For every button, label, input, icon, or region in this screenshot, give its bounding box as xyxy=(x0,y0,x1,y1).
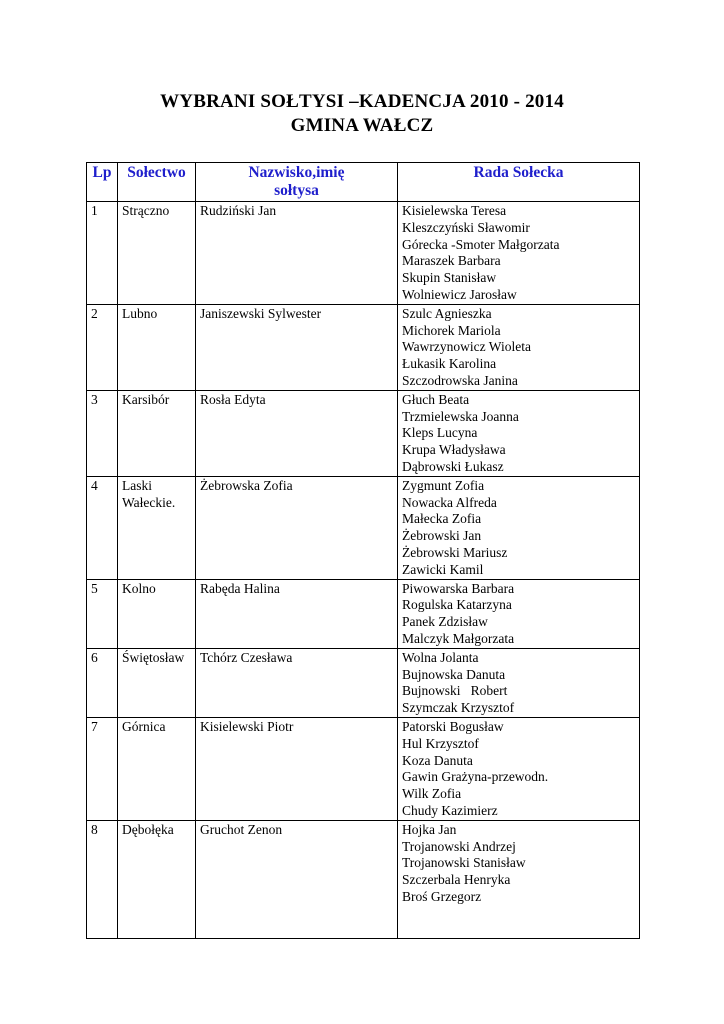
rada-member: Dąbrowski Łukasz xyxy=(402,458,504,474)
row-rada xyxy=(398,202,640,305)
table-row xyxy=(87,476,640,579)
row-soltys: Żebrowska Zofia xyxy=(196,476,398,579)
rada-member: Gawin Grażyna-przewodn. xyxy=(402,769,549,785)
header-nazwisko-line1: Nazwisko,imię xyxy=(248,164,345,181)
table-header-row xyxy=(87,163,640,202)
row-rada xyxy=(398,476,640,579)
rada-member: Zygmunt Zofia xyxy=(402,477,485,493)
rada-member: Górecka -Smoter Małgorzata xyxy=(402,236,560,252)
rada-member: Chudy Kazimierz xyxy=(402,802,498,818)
rada-member: Maraszek Barbara xyxy=(402,253,501,269)
table-body xyxy=(87,202,640,939)
row-lp: 1 xyxy=(87,202,118,305)
row-solectwo xyxy=(118,476,196,579)
rada-member: Hojka Jan xyxy=(402,821,457,837)
rada-member: Żebrowski Mariusz xyxy=(402,544,508,560)
row-soltys: Rosła Edyta xyxy=(196,390,398,476)
rada-member: Szczodrowska Janina xyxy=(402,372,518,388)
row-soltys: Tchórz Czesława xyxy=(196,648,398,717)
table-row xyxy=(87,579,640,648)
rada-member: Szulc Agnieszka xyxy=(402,305,492,321)
rada-member: Trzmielewska Joanna xyxy=(402,408,519,424)
solectwo-name-line: Kolno xyxy=(122,580,156,596)
rada-member: Wawrzynowicz Wioleta xyxy=(402,339,531,355)
document-title-line2: GMINA WAŁCZ xyxy=(290,115,434,136)
header-solectwo: Sołectwo xyxy=(118,163,196,202)
solectwo-name-line: Świętosław xyxy=(122,649,185,665)
rada-member: Kleszczyński Sławomir xyxy=(402,219,530,235)
table-row xyxy=(87,202,640,305)
rada-member: Małecka Zofia xyxy=(402,511,482,527)
header-nazwisko xyxy=(196,163,398,202)
table-row xyxy=(87,820,640,938)
rada-member: Hul Krzysztof xyxy=(402,735,479,751)
rada-member: Rogulska Katarzyna xyxy=(402,597,512,613)
rada-member: Kisielewska Teresa xyxy=(402,203,507,218)
table-row xyxy=(87,390,640,476)
row-soltys: Gruchot Zenon xyxy=(196,820,398,938)
table-row xyxy=(87,648,640,717)
header-lp: Lp xyxy=(87,163,118,202)
rada-member: Piwowarska Barbara xyxy=(402,580,515,596)
row-lp: 5 xyxy=(87,579,118,648)
row-solectwo xyxy=(118,304,196,390)
row-lp: 4 xyxy=(87,476,118,579)
solectwo-name-line: Wałeckie. xyxy=(122,494,176,510)
row-lp: 3 xyxy=(87,390,118,476)
header-rada: Rada Sołecka xyxy=(398,163,640,202)
document-title-line1: WYBRANI SOŁTYSI –KADENCJA 2010 - 2014 xyxy=(160,91,564,112)
rada-member: Żebrowski Jan xyxy=(402,528,482,544)
row-solectwo xyxy=(118,579,196,648)
rada-member: Broś Grzegorz xyxy=(402,888,482,904)
rada-member: Wilk Zofia xyxy=(402,786,462,802)
rada-member: Patorski Bogusław xyxy=(402,718,504,734)
rada-member: Nowacka Alfreda xyxy=(402,494,497,510)
row-rada xyxy=(398,717,640,820)
row-solectwo xyxy=(118,202,196,305)
rada-member: Michorek Mariola xyxy=(402,322,501,338)
rada-member: Trojanowski Andrzej xyxy=(402,838,516,854)
solectwo-name-line: Lubno xyxy=(122,305,158,321)
row-lp: 7 xyxy=(87,717,118,820)
row-soltys: Rudziński Jan xyxy=(196,202,398,305)
header-nazwisko-line2: sołtysa xyxy=(274,182,319,199)
rada-member: Wolna Jolanta xyxy=(402,649,479,665)
rada-member: Szczerbala Henryka xyxy=(402,872,511,888)
rada-member: Zawicki Kamil xyxy=(402,561,484,577)
row-lp: 6 xyxy=(87,648,118,717)
rada-member: Bujnowska Danuta xyxy=(402,666,506,682)
row-lp: 2 xyxy=(87,304,118,390)
row-soltys: Janiszewski Sylwester xyxy=(196,304,398,390)
rada-member: Trojanowski Stanisław xyxy=(402,855,526,871)
rada-member: Kleps Lucyna xyxy=(402,425,478,441)
rada-member: Krupa Władysława xyxy=(402,442,506,458)
rada-member: Koza Danuta xyxy=(402,752,473,768)
solectwo-name-line: Dębołęka xyxy=(122,821,174,837)
table-row xyxy=(87,304,640,390)
rada-member: Wolniewicz Jarosław xyxy=(402,286,517,302)
row-rada xyxy=(398,579,640,648)
row-rada xyxy=(398,820,640,938)
row-rada xyxy=(398,304,640,390)
rada-member: Głuch Beata xyxy=(402,391,470,407)
row-lp: 8 xyxy=(87,820,118,938)
row-solectwo xyxy=(118,390,196,476)
rada-member: Bujnowski Robert xyxy=(402,683,508,699)
table-row xyxy=(87,717,640,820)
rada-member: Szymczak Krzysztof xyxy=(402,700,515,716)
row-rada xyxy=(398,390,640,476)
soltys-table xyxy=(86,162,640,939)
row-rada xyxy=(398,648,640,717)
row-soltys: Kisielewski Piotr xyxy=(196,717,398,820)
solectwo-name-line: Strączno xyxy=(122,203,170,218)
solectwo-name-line: Górnica xyxy=(122,718,166,734)
row-soltys: Rabęda Halina xyxy=(196,579,398,648)
rada-member: Malczyk Małgorzata xyxy=(402,630,515,646)
row-solectwo xyxy=(118,648,196,717)
rada-member: Łukasik Karolina xyxy=(402,356,497,372)
solectwo-name-line: Laski xyxy=(122,477,152,493)
rada-member: Skupin Stanisław xyxy=(402,270,497,286)
rada-member: Panek Zdzisław xyxy=(402,614,488,630)
solectwo-name-line: Karsibór xyxy=(122,391,170,407)
row-solectwo xyxy=(118,820,196,938)
row-solectwo xyxy=(118,717,196,820)
